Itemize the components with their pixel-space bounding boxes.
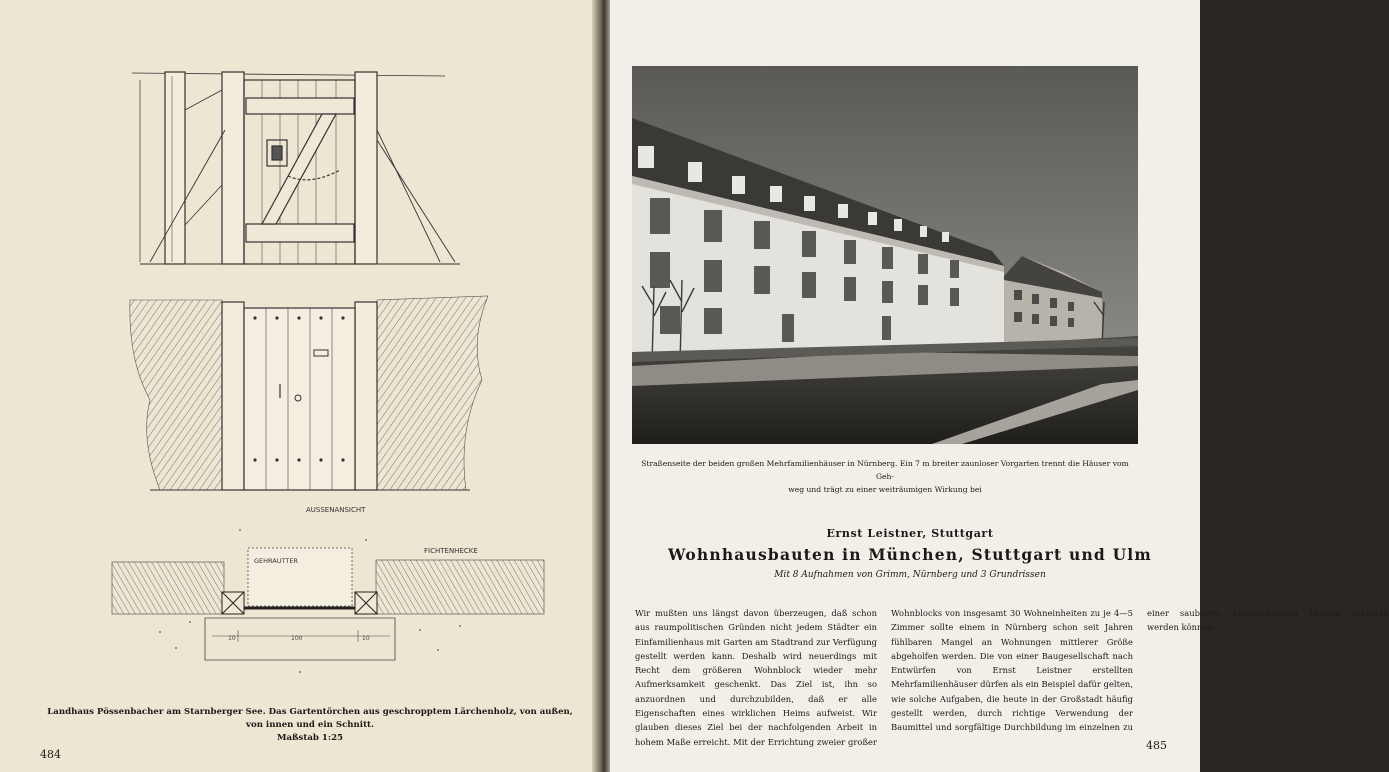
gate-outside-view — [130, 296, 488, 490]
grate-label: GEHRAUTTER — [254, 557, 298, 565]
photo-caption — [632, 457, 1138, 496]
svg-text:10: 10 — [228, 635, 236, 642]
gate-inside-view — [132, 72, 460, 264]
left-caption-line1: Landhaus Pössenbacher am Starnberger See. Das Gartentörchen aus geschropptem Lärchenholz, von außen, von innen und ein Schnitt. — [47, 707, 573, 730]
left-caption — [40, 706, 580, 745]
article-subtitle: Mit 8 Aufnahmen von Grimm, Nürnberg und 3 Grundrissen — [774, 570, 1046, 580]
svg-text:100: 100 — [291, 635, 303, 642]
apartment-photo — [632, 66, 1138, 444]
page-number-right: 485 — [1146, 739, 1167, 752]
article-title: Wohnhausbauten in München, Stuttgart und Ulm — [668, 545, 1152, 564]
article-author: Ernst Leistner, Stuttgart — [826, 527, 994, 540]
left-caption-line2: Maßstab 1:25 — [276, 733, 344, 743]
svg-text:10: 10 — [362, 635, 370, 642]
photo-caption-line2: weg und trägt zu einer weiträumigen Wirkung bei — [788, 485, 982, 494]
left-page — [0, 0, 600, 772]
photo-caption-line1: Straßenseite der beiden großen Mehrfamilienhäuser in Nürnberg. Ein 7 m breiter zaunloser Vorgarten trennt die Häuser vom Geh- — [641, 459, 1129, 481]
garden-gate-drawing — [0, 0, 600, 772]
article-body: Wir mußten uns längst davon überzeugen, daß schon aus raumpolitischen Gründen nicht jedem Städter ein Einfamilienhaus mit Garten am Stadtrand zur Verfügung gestellt werden kann. Deshalb wird neuerdings mit Recht dem größeren Wohnblock wieder mehr Aufmerksamkeit geschenkt. Das Ziel ist, ihn so anzuordnen und durchzubilden, daß er alle Eigenschaften eines wirklichen Heims aufweist. Wir glauben dieses Ziel bei der nachfolgenden Arbeit in hohem Maße erreicht. Mit der Errichtung zweier großer Wohnblocks von insgesamt 30 Wohneinheiten zu je 4—5 Zimmer sollte einem in Nürnberg schon seit Jahren fühlbaren Mangel an Wohnungen mittlerer Größe abgeholfen werden. Die von einer Baugesellschaft nach Entwürfen von Ernst Leistner erstellten Mehrfamilienhäuser dürfen als ein Beispiel dafür gelten, wie solche Aufgaben, die heute in der Großstadt häufig gestellt werden, durch richtige Verwendung der Baumittel und sorgfältige Durchbildung im einzelnen zu einer sauberen, ansprechenden Lösung gebracht werden können. — [635, 608, 1389, 747]
gate-section — [112, 529, 544, 673]
hedge-label: FICHTENHECKE — [424, 547, 478, 555]
outside-view-label: AUSSENANSICHT — [306, 506, 366, 514]
page-number-left: 484 — [40, 748, 61, 761]
right-page — [610, 0, 1389, 772]
